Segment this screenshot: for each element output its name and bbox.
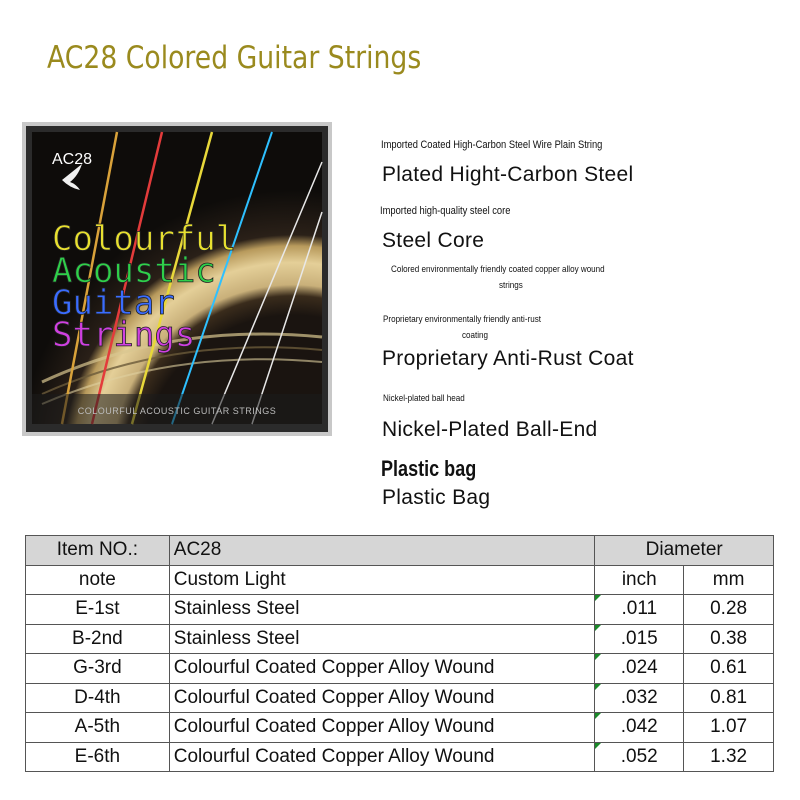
package-line-1: Colourful (52, 219, 237, 259)
package-line-2: Acoustic (52, 251, 216, 291)
row-material: Colourful Coated Copper Alloy Wound (169, 713, 595, 743)
feature-6-note: Plastic bag (381, 456, 477, 481)
feature-3-note-line-2: strings (499, 280, 523, 291)
note-header: note (26, 565, 170, 595)
package-line-3: Guitar (52, 283, 175, 323)
package-illustration (22, 122, 332, 436)
table-row (26, 683, 774, 713)
feature-2-note: Imported high-quality steel core (380, 205, 511, 217)
package-model-label: AC28 (52, 151, 93, 168)
row-note: A-5th (26, 713, 170, 743)
feature-1-note: Imported Coated High-Carbon Steel Wire Plain String (381, 139, 603, 151)
row-mm: 0.61 (684, 654, 774, 684)
row-note: E-1st (26, 595, 170, 625)
feature-4-note-line-2: coating (462, 330, 489, 341)
diameter-header: Diameter (595, 536, 774, 566)
item-number-label: Item NO.: (26, 536, 170, 566)
product-package-image (22, 122, 332, 436)
item-number-value: AC28 (169, 536, 595, 566)
page-title: AC28 Colored Guitar Strings (47, 40, 422, 76)
table-row (26, 595, 774, 625)
package-line-4: Strings (52, 315, 196, 355)
row-material: Colourful Coated Copper Alloy Wound (169, 683, 595, 713)
feature-4-title: Proprietary Anti-Rust Coat (382, 347, 634, 370)
feature-4-note-line-1: Proprietary environmentally friendly anti-rust (383, 314, 541, 325)
feature-1-title: Plated Hight-Carbon Steel (382, 163, 634, 186)
feature-6-title: Plastic Bag (382, 486, 491, 509)
table-row (26, 654, 774, 684)
gauge-header: Custom Light (169, 565, 595, 595)
row-note: E-6th (26, 742, 170, 772)
table-row (26, 713, 774, 743)
row-inch: .042 (595, 713, 684, 743)
row-inch: .032 (595, 683, 684, 713)
row-inch: .024 (595, 654, 684, 684)
row-material: Stainless Steel (169, 624, 595, 654)
row-mm: 1.07 (684, 713, 774, 743)
row-material: Stainless Steel (169, 595, 595, 625)
feature-3-note-line-1: Colored environmentally friendly coated copper alloy wound (391, 264, 605, 275)
package-bottom-text: COLOURFUL ACOUSTIC GUITAR STRINGS (77, 406, 277, 416)
feature-5-note: Nickel-plated ball head (383, 393, 465, 404)
string-spec-table (25, 535, 774, 772)
table-row (26, 742, 774, 772)
table-row (26, 624, 774, 654)
mm-header: mm (684, 565, 774, 595)
row-inch: .011 (595, 595, 684, 625)
row-mm: 0.38 (684, 624, 774, 654)
table-header-row (26, 536, 774, 566)
row-mm: 1.32 (684, 742, 774, 772)
row-mm: 0.81 (684, 683, 774, 713)
feature-2-title: Steel Core (382, 229, 485, 252)
row-material: Colourful Coated Copper Alloy Wound (169, 742, 595, 772)
row-inch: .015 (595, 624, 684, 654)
row-note: D-4th (26, 683, 170, 713)
row-mm: 0.28 (684, 595, 774, 625)
row-inch: .052 (595, 742, 684, 772)
row-material: Colourful Coated Copper Alloy Wound (169, 654, 595, 684)
row-note: G-3rd (26, 654, 170, 684)
inch-header: inch (595, 565, 684, 595)
row-note: B-2nd (26, 624, 170, 654)
feature-5-title: Nickel-Plated Ball-End (382, 418, 598, 441)
table-subheader-row (26, 565, 774, 595)
